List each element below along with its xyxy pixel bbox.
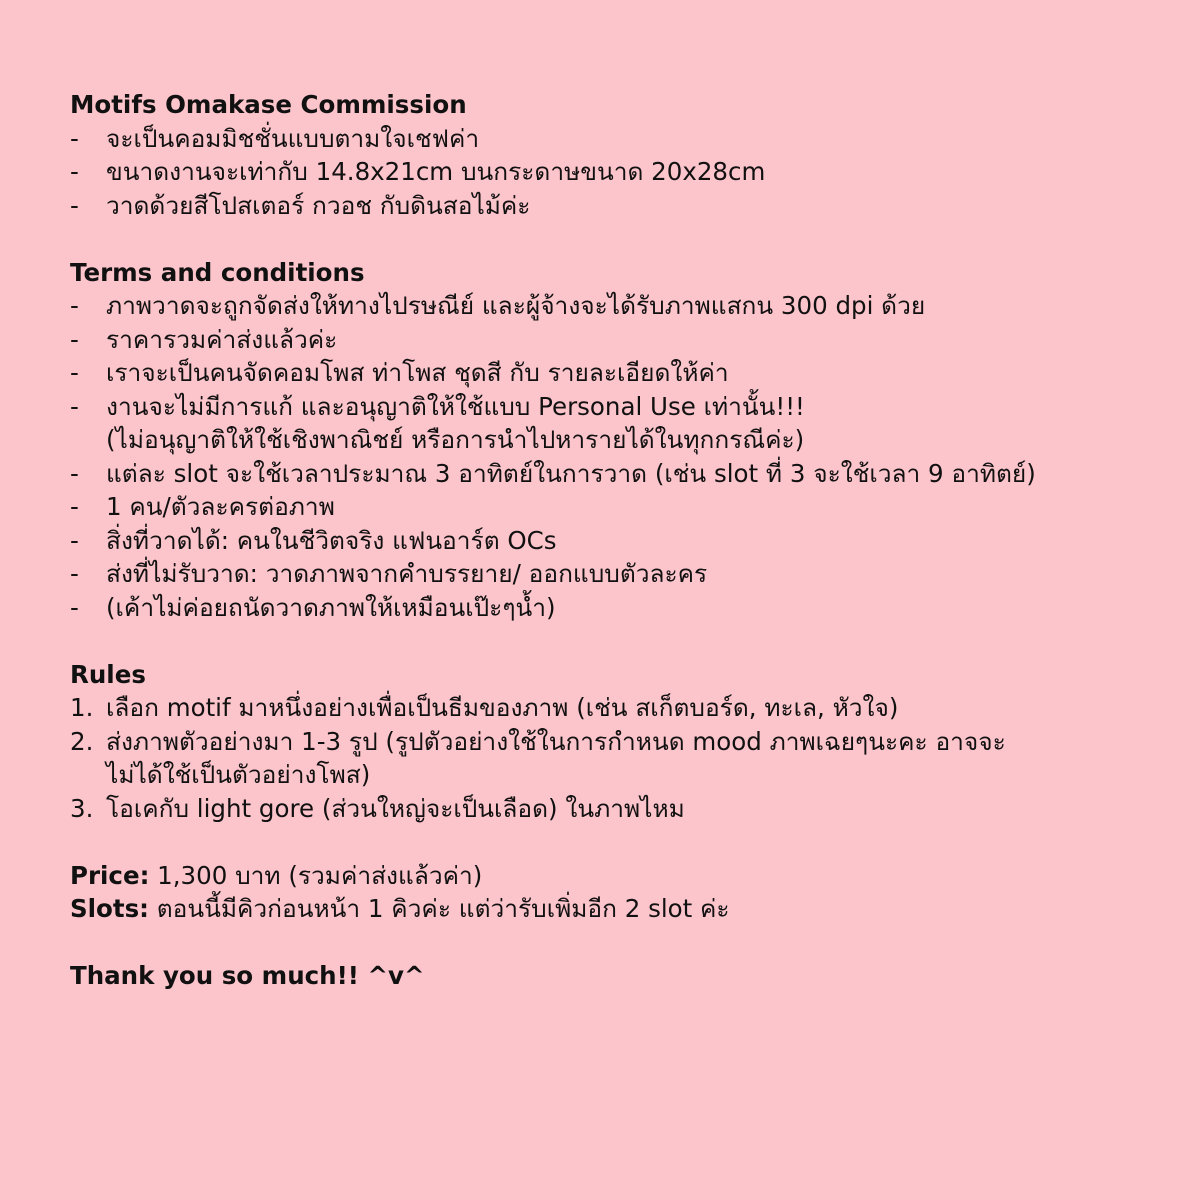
list-item-text: งานจะไม่มีการแก้ และอนุญาติให้ใช้แบบ Personal Use เท่านั้น!!! (ไม่อนุญาติให้ใช้เชิงพาณิชย์ หรือการนำไปหารายได้ในทุกกรณีค่ะ) — [106, 391, 805, 454]
terms-item-3 — [70, 356, 1140, 390]
list-number: 1. — [70, 693, 94, 722]
dash-bullet: - — [70, 592, 79, 622]
commission-item-2 — [70, 155, 1140, 189]
list-number: 2. — [70, 726, 94, 756]
terms-item-2 — [70, 323, 1140, 357]
slots-label: Slots: — [70, 894, 149, 923]
list-item-text: เลือก motif มาหนึ่งอย่างเพื่อเป็นธีมของภาพ (เช่น สเก็ตบอร์ด, ทะเล, หัวใจ) — [106, 693, 899, 722]
list-item-text: ขนาดงานจะเท่ากับ 14.8x21cm บนกระดาษขนาด 20x28cm — [106, 157, 766, 186]
dash-bullet: - — [70, 123, 79, 153]
dash-bullet: - — [70, 525, 79, 555]
rules-item-1 — [70, 691, 1140, 725]
rules-title: Rules — [70, 659, 146, 689]
list-item-text: จะเป็นคอมมิชชั่นแบบตามใจเชฟค่า — [106, 123, 480, 153]
dash-bullet: - — [70, 324, 79, 354]
dash-bullet: - — [70, 291, 79, 320]
list-item-text: วาดด้วยสีโปสเตอร์ กวอช กับดินสอไม้ค่ะ — [106, 190, 531, 220]
list-item-text: ส่งที่ไม่รับวาด: วาดภาพจากคำบรรยาย/ ออกแบบตัวละคร — [106, 559, 708, 588]
dash-bullet: - — [70, 190, 79, 220]
terms-item-1 — [70, 289, 1140, 323]
rules-section — [70, 658, 1140, 826]
terms-section — [70, 256, 1140, 625]
list-item-text: ภาพวาดจะถูกจัดส่งให้ทางไปรษณีย์ และผู้จ้างจะได้รับภาพแสกน 300 dpi ด้วย — [106, 291, 926, 320]
dash-bullet: - — [70, 559, 79, 588]
list-item-text: เราจะเป็นคนจัดคอมโพส ท่าโพส ชุดสี กับ รายละเอียดให้ค่า — [106, 358, 729, 387]
terms-item-4 — [70, 390, 1140, 457]
list-number: 3. — [70, 793, 94, 823]
terms-item-8 — [70, 557, 1140, 591]
price-label: Price: — [70, 860, 150, 890]
dash-bullet: - — [70, 358, 79, 387]
terms-item-6 — [70, 490, 1140, 524]
rules-list — [70, 691, 1140, 825]
list-item-text: แต่ละ slot จะใช้เวลาประมาณ 3 อาทิตย์ในการวาด (เช่น slot ที่ 3 จะใช้เวลา 9 อาทิตย์) — [106, 458, 1036, 488]
rules-item-2 — [70, 725, 1140, 792]
price-value: 1,300 บาท (รวมค่าส่งแล้วค่า) — [149, 860, 483, 890]
price-line — [70, 859, 1140, 893]
terms-title: Terms and conditions — [70, 257, 365, 287]
list-item-text: ราคารวมค่าส่งแล้วค่ะ — [106, 324, 338, 354]
commission-item-3 — [70, 189, 1140, 223]
list-item-text: (เค้าไม่ค่อยถนัดวาดภาพให้เหมือนเป๊ะๆนํ้า) — [106, 592, 556, 622]
slots-value: ตอนนี้มีคิวก่อนหน้า 1 คิวค่ะ แต่ว่ารับเพิ่มอีก 2 slot ค่ะ — [148, 894, 730, 923]
rules-item-3 — [70, 792, 1140, 826]
dash-bullet: - — [70, 458, 79, 488]
list-item-text: สิ่งที่วาดได้: คนในชีวิตจริง แฟนอาร์ต OCs — [106, 525, 557, 555]
slots-line — [70, 892, 1140, 926]
commission-list — [70, 122, 1140, 223]
dash-bullet: - — [70, 492, 79, 521]
thank-you-note: Thank you so much!! ^v^ — [70, 961, 425, 990]
commission-title: Motifs Omakase Commission — [70, 90, 467, 119]
dash-bullet: - — [70, 157, 79, 186]
terms-list — [70, 289, 1140, 624]
price-slots-section — [70, 859, 1140, 926]
terms-item-7 — [70, 524, 1140, 558]
list-item-text: โอเคกับ light gore (ส่วนใหญ่จะเป็นเลือด) ในภาพไหม — [106, 793, 685, 823]
list-item-text: 1 คน/ตัวละครต่อภาพ — [106, 492, 335, 521]
dash-bullet: - — [70, 391, 79, 421]
terms-item-9 — [70, 591, 1140, 625]
commission-item-1 — [70, 122, 1140, 156]
commission-section — [70, 88, 1140, 222]
list-item-text: ส่งภาพตัวอย่างมา 1-3 รูป (รูปตัวอย่างใช้ในการกำหนด mood ภาพเฉยๆนะคะ อาจจะ ไม่ได้ใช้เป็นตัวอย่างโพส) — [106, 726, 1006, 789]
terms-item-5 — [70, 457, 1140, 491]
